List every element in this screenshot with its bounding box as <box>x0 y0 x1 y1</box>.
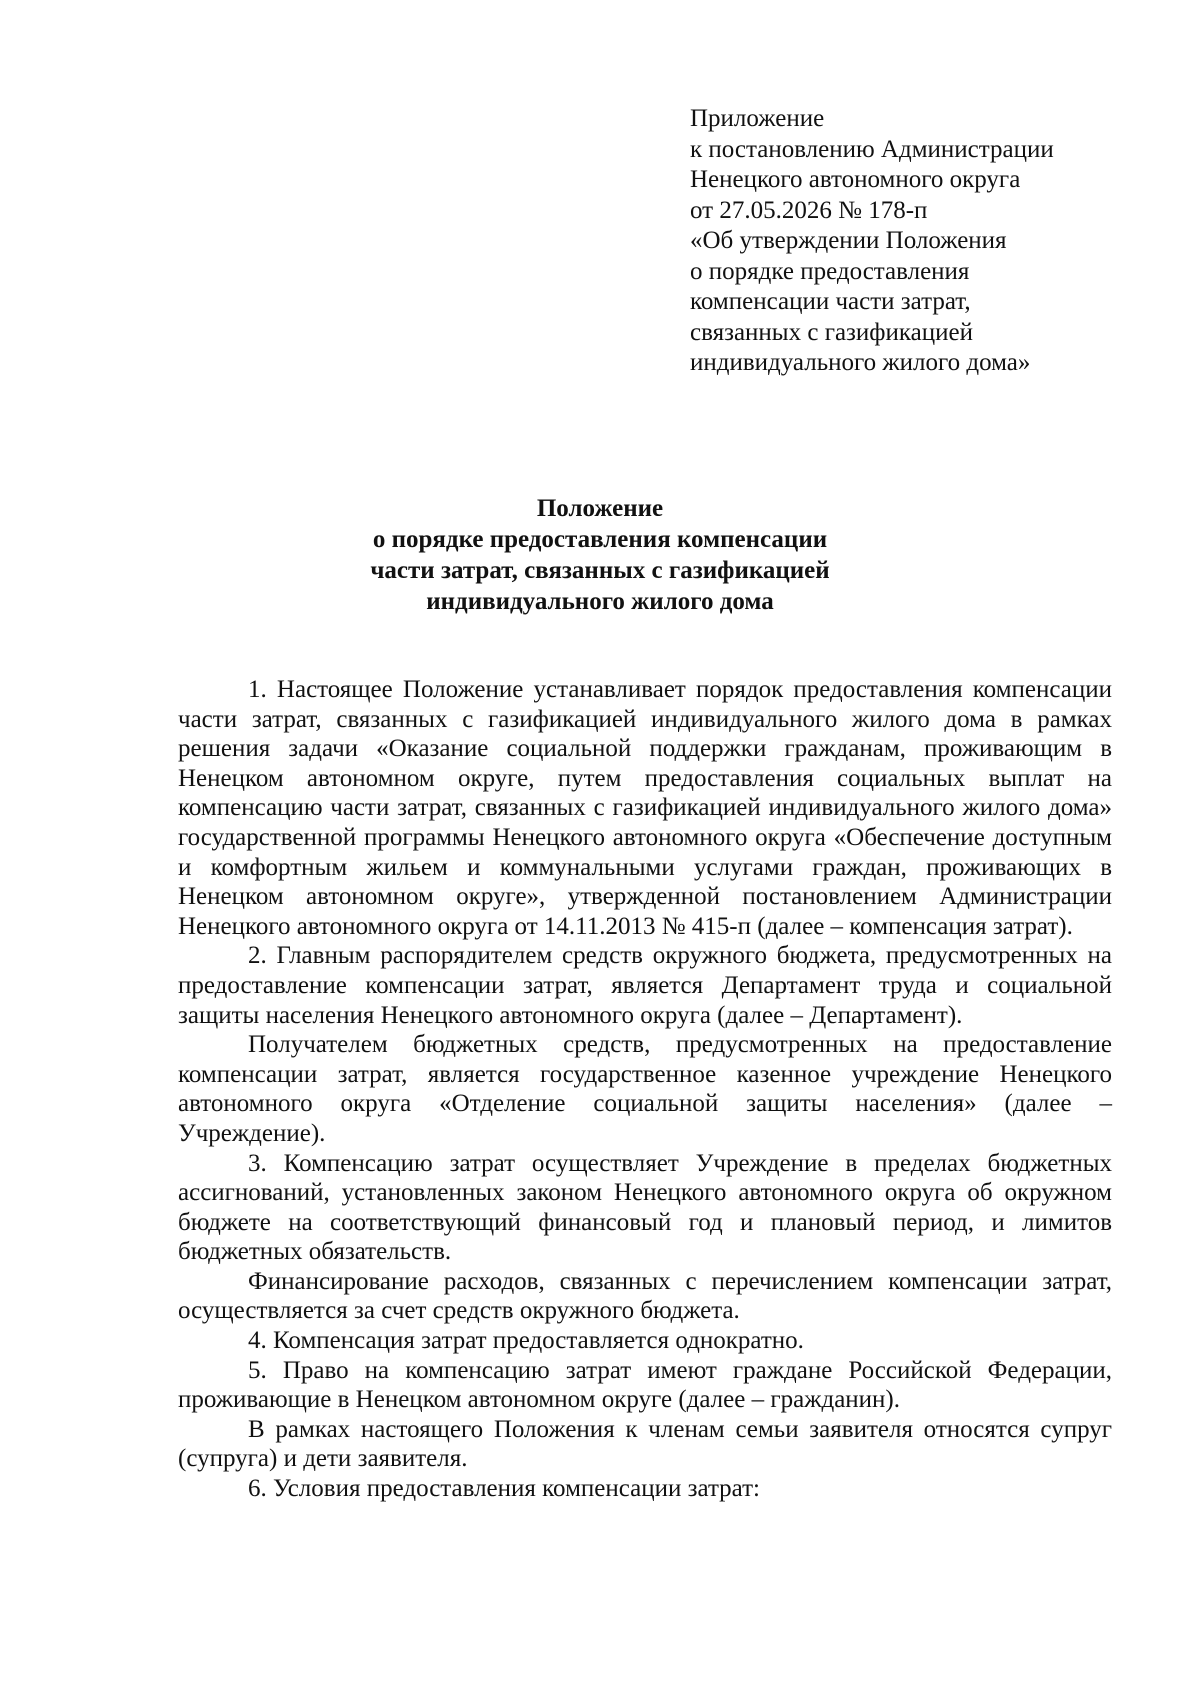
title-line: о порядке предоставления компенсации <box>372 526 828 553</box>
paragraph: В рамках настоящего Положения к членам семьи заявителя относятся супруг (супруга) и дети заявителя. <box>178 1415 1112 1473</box>
paragraph: 1. Настоящее Положение устанавливает порядок предоставления компенсации части затрат, связанных с газификацией индивидуального жилого дома в рамках решения задачи «Оказание социальной поддержки гражданам, проживающим в Ненецком автономном округе, путем предоставления социальных выплат на компенсацию части затрат, связанных с газификацией индивидуального жилого дома» государственной программы Ненецкого автономного округа «Обеспечение доступным и комфортным жильем и коммунальными услугами граждан, проживающих в Ненецком автономном округе», утвержденной постановлением Администрации Ненецкого автономного округа от 14.11.2013 № 415-п (далее – компенсация затрат). <box>178 676 1112 940</box>
document-body <box>178 675 1112 1504</box>
paragraph: 4. Компенсация затрат предоставляется однократно. <box>248 1327 804 1355</box>
title-line: Положение <box>536 495 664 522</box>
appendix-line: индивидуального жилого дома» <box>690 349 1031 376</box>
appendix-line: Приложение <box>690 105 825 132</box>
paragraph: Финансирование расходов, связанных с перечислением компенсации затрат, осуществляется за счет средств окружного бюджета. <box>178 1267 1112 1325</box>
paragraph: 2. Главным распорядителем средств окружного бюджета, предусмотренных на предоставление компенсации затрат, является Департамент труда и социальной защиты населения Ненецкого автономного округа (далее – Департамент). <box>178 942 1112 1029</box>
paragraph: 6. Условия предоставления компенсации затрат: <box>248 1475 760 1503</box>
appendix-line: о порядке предоставления <box>690 257 970 285</box>
paragraph: Получателем бюджетных средств, предусмотренных на предоставление компенсации затрат, является государственное казенное учреждение Ненецкого автономного округа «Отделение социальной защиты населения» (далее – Учреждение). <box>178 1031 1112 1147</box>
appendix-line: связанных с газификацией <box>690 318 973 346</box>
appendix-line: «Об утверждении Положения <box>690 227 1007 254</box>
document-title <box>150 493 1050 617</box>
appendix-header <box>690 104 1150 379</box>
appendix-line: от 27.05.2026 № 178-п <box>690 196 928 224</box>
paragraph: 3. Компенсацию затрат осуществляет Учреждение в пределах бюджетных ассигнований, установленных законом Ненецкого автономного округа об окружном бюджете на соответствующий финансовый год и плановый период, и лимитов бюджетных обязательств. <box>178 1149 1112 1266</box>
title-line: части затрат, связанных с газификацией <box>370 557 830 584</box>
title-line: индивидуального жилого дома <box>426 588 774 615</box>
appendix-line: компенсации части затрат, <box>690 288 971 315</box>
appendix-line: Ненецкого автономного округа <box>690 166 1021 193</box>
paragraph: 5. Право на компенсацию затрат имеют граждане Российской Федерации, проживающие в Ненецком автономном округе (далее – гражданин). <box>178 1356 1112 1414</box>
appendix-line: к постановлению Администрации <box>690 135 1054 163</box>
